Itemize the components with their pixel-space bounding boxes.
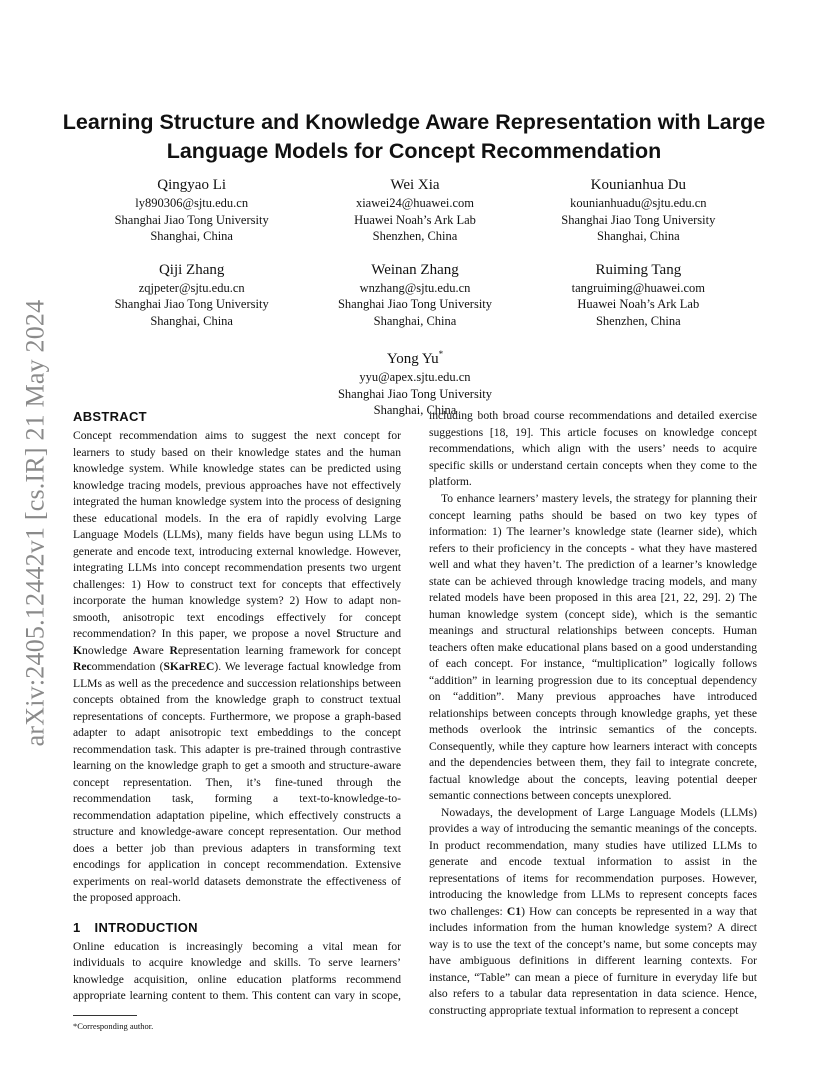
author-location: Shenzhen, China	[372, 229, 458, 243]
section-number: 1	[73, 919, 81, 935]
author-location: Shenzhen, China	[595, 313, 681, 328]
author-email: xiawei24@huawei.com	[355, 196, 475, 210]
intro-paragraph-2: To enhance learners’ mastery levels, the strategy for planning their concept learning paths should be based on two key types of information: 1) The learner’s knowledge state (learner side), which refers to their proficiency in the concepts - what they have mastered well and what they haven’t. The prediction of a learner’s knowledge state can be achieved through knowledge tracing models, and many related models have been proposed in this area [21, 22, 29]. 2) The human knowledge system (concept side), which is the semantic meanings and structural relationships between concepts. Human teachers often make educational plans based on a good understanding of each concept. For instance, “multiplication” logically follows “addition” in learning progression due to its conceptual dependency on “addition”. Many previous approaches have introduced relationships between concepts through knowledge graphs, yet these methods overlook the intrinsic semantics of the concepts. Consequently, while they capture how learners interact with concepts and the dependencies between them, they fail to integrate concrete, factual knowledge about the concepts, leaving potential deeper semantic connections between concepts unexplored.	[429, 492, 757, 802]
intro-paragraph-1: Online education is increasingly becoming a vital mean for individuals to acquire knowledge and skills. To serve learners’ knowledge acquisition, online education platforms recommend appropriate learning content to them. This content can vary in scope,	[73, 939, 401, 1002]
author-name: Ruiming Tang	[595, 261, 682, 278]
section-title: INTRODUCTION	[94, 919, 198, 935]
author-affiliation: Shanghai Jiao Tong University	[114, 212, 269, 227]
author-email: zqjpeter@sjtu.edu.cn	[138, 280, 245, 295]
author-location: Shanghai, China	[597, 229, 680, 243]
author-card	[303, 260, 526, 330]
author-name	[303, 344, 526, 369]
method-abbreviation: SKarREC	[163, 660, 215, 673]
abstract-heading: ABSTRACT	[73, 409, 147, 424]
author-email: yyu@apex.sjtu.edu.cn	[359, 370, 471, 384]
author-name: Wei Xia	[390, 177, 440, 193]
author-location: Shanghai, China	[373, 313, 457, 328]
arxiv-identifier-text: arXiv:2405.12442v1 [cs.IR] 21 May 2024	[20, 299, 49, 747]
author-affiliation: Shanghai Jiao Tong University	[337, 297, 493, 311]
author-email: kounianhuadu@sjtu.edu.cn	[570, 196, 707, 210]
author-block	[80, 175, 750, 419]
author-affiliation: Shanghai Jiao Tong University	[337, 386, 493, 401]
author-email: wnzhang@sjtu.edu.cn	[359, 280, 471, 295]
footnote: *Corresponding author.	[73, 1020, 154, 1031]
author-card	[80, 260, 303, 330]
author-location: Shanghai, China	[150, 313, 233, 328]
paper-title: Learning Structure and Knowledge Aware Representation with Large Language Models for Concept Recommendation	[62, 110, 766, 163]
author-affiliation: Huawei Noah’s Ark Lab	[354, 212, 476, 227]
intro-paragraph-3: Nowadays, the development of Large Language Models (LLMs) provides a way of introducing the semantic meanings of the concepts. In product recommendation, many studies have utilized LLMs to generate and encode textual information to assist in the representations of items for recommendation purposes. However, introducing the knowledge from LLMs to represent concepts faces two challenges: C1) How can concepts be represented in a way that includes information from the human knowledge system? A direct way is to use the text of the concept’s name, but some concepts may have ambiguous definitions in different learning contexts. For instance, “Table” can mean a piece of furniture in everyday life but also refers to a tabular data representation in data science. Hence, constructing appropriate textual information to represent a concept	[429, 805, 757, 1017]
author-card	[303, 175, 526, 245]
intro-paragraph-1-continued: including both broad course recommendations and detailed exercise suggestions [18, 19]. This article focuses on knowledge concept recommendations, which align with the users’ needs to acquire specific skills or understand certain concepts when they come to the platform.	[429, 409, 757, 488]
footnote-rule	[73, 1015, 137, 1016]
author-location: Shanghai, China	[150, 229, 233, 243]
author-affiliation: Huawei Noah’s Ark Lab	[577, 297, 700, 311]
author-email: ly890306@sjtu.edu.cn	[135, 196, 249, 210]
author-email: tangruiming@huawei.com	[571, 280, 705, 295]
introduction-heading	[73, 919, 401, 937]
left-column	[73, 408, 401, 1032]
author-name: Qingyao Li	[157, 177, 227, 193]
right-column	[429, 408, 757, 1019]
author-card	[527, 175, 750, 245]
challenge-label: C1	[506, 904, 522, 918]
arxiv-identifier-stamp	[20, 285, 50, 761]
author-card	[527, 260, 750, 330]
author-name: Weinan Zhang	[371, 261, 459, 278]
author-location: Shanghai, China	[373, 403, 457, 417]
author-affiliation: Shanghai Jiao Tong University	[561, 212, 716, 227]
author-card	[80, 175, 303, 245]
author-name: Kounianhua Du	[590, 177, 687, 193]
author-name-text: Yong Yu	[386, 351, 439, 367]
abstract-paragraph: Concept recommendation aims to suggest the next concept for learners to study based on their knowledge states and the human knowledge system. While knowledge states can be predicted using knowledge tracing models, previous approaches have not effectively integrated the human knowledge system into the process of designing these educational models. In the era of rapidly evolving Large Language Models (LLMs), many fields have begun using LLMs to generate and encode text, introducing external knowledge. However, integrating LLMs into concept recommendation presents two urgent challenges: 1) How to construct text for concepts that effectively incorporate the human knowledge system? 2) How to adapt non-smooth, anisotropic text encodings effectively for concept recommendation? In this paper, we propose a novel Structure and Knowledge Aware Representation learning framework for concept Recommendation (SKarREC). We leverage factual knowledge from LLMs as well as the precedence and succession relationships between concepts obtained from the knowledge graph to construct textual representations of concepts. Furthermore, we propose a graph-based adapter to adapt anisotropic text embeddings to the concept recommendation task. This adapter is pre-trained through contrastive learning on the knowledge graph to get a smooth and structure-aware concept representation. Then, it’s fine-tuned through the recommendation task, forming a text-to-knowledge-to-recommendation adaptation pipeline, which effectively constructs a structure and knowledge-aware concept representation. Our method does a better job than previous adapters in transforming text encodings for application in concept recommendation. Extensive experiments on real-world datasets demonstrate the effectiveness of the proposed approach.	[73, 429, 402, 904]
author-affiliation: Shanghai Jiao Tong University	[114, 297, 269, 311]
corresponding-author-mark: *	[438, 349, 444, 359]
author-name: Qiji Zhang	[158, 261, 225, 278]
